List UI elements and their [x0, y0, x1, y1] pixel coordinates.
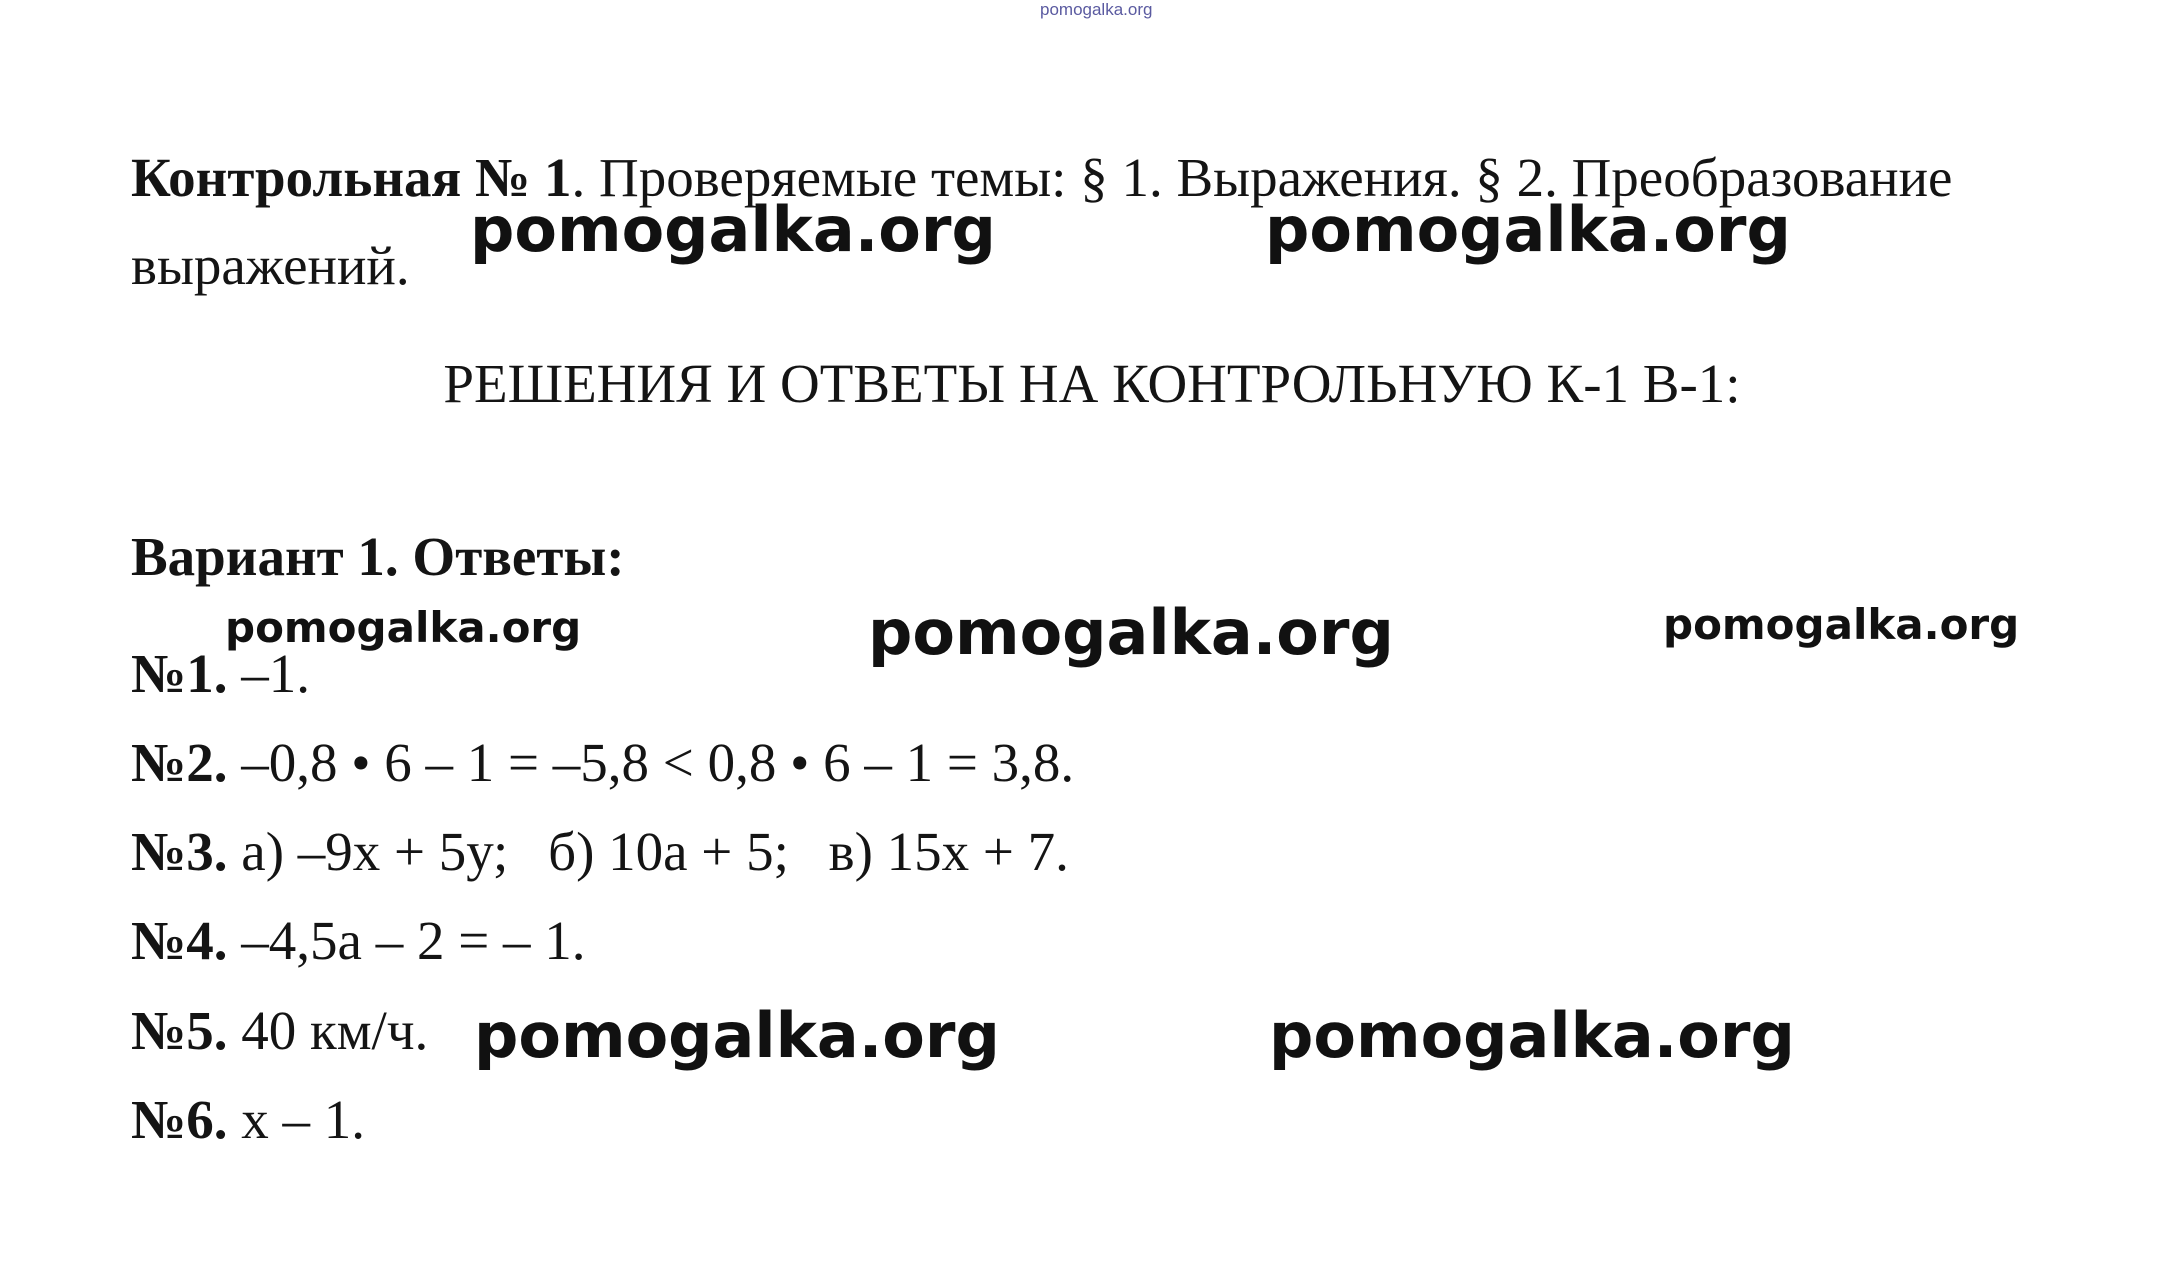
watermark: pomogalka.org [1663, 600, 2020, 649]
answer-number: №1. [131, 643, 228, 704]
answer-5 [131, 999, 428, 1062]
top-watermark: pomogalka.org [1040, 0, 1153, 19]
answer-part-c: в) 15х + 7. [828, 821, 1069, 882]
answer-text: х – 1. [241, 1089, 366, 1150]
variant-title: Вариант 1. Ответы: [131, 526, 625, 587]
watermark: pomogalka.org [470, 193, 996, 266]
answer-text: –1. [241, 643, 311, 704]
heading-bold-title: Контрольная № 1 [131, 147, 572, 208]
answer-number: №6. [131, 1089, 228, 1150]
watermark: pomogalka.org [868, 596, 1394, 669]
answer-2 [131, 731, 1074, 794]
answer-6 [131, 1088, 365, 1151]
answer-text: –0,8 • 6 – 1 = –5,8 < 0,8 • 6 – 1 = 3,8. [241, 732, 1075, 793]
answer-part-a: а) –9х + 5у; [241, 821, 509, 882]
answer-text: –4,5а – 2 = – 1. [241, 910, 586, 971]
answer-text: 40 км/ч. [241, 1000, 429, 1061]
answer-3 [131, 820, 1069, 883]
heading-line2: выражений. [131, 235, 410, 296]
solutions-subtitle: РЕШЕНИЯ И ОТВЕТЫ НА КОНТРОЛЬНУЮ К-1 В-1: [443, 353, 1741, 414]
answer-part-b: б) 10а + 5; [548, 821, 789, 882]
answer-number: №3. [131, 821, 228, 882]
answer-number: №4. [131, 910, 228, 971]
watermark: pomogalka.org [1265, 193, 1791, 266]
test-heading [131, 134, 2121, 310]
heading-topics: . Проверяемые темы: § 1. Выражения. § 2. Преобразование [571, 147, 1953, 208]
answer-4 [131, 909, 585, 972]
watermark: pomogalka.org [1269, 999, 1795, 1072]
answer-number: №2. [131, 732, 228, 793]
watermark: pomogalka.org [225, 603, 582, 652]
answer-number: №5. [131, 1000, 228, 1061]
watermark: pomogalka.org [474, 999, 1000, 1072]
